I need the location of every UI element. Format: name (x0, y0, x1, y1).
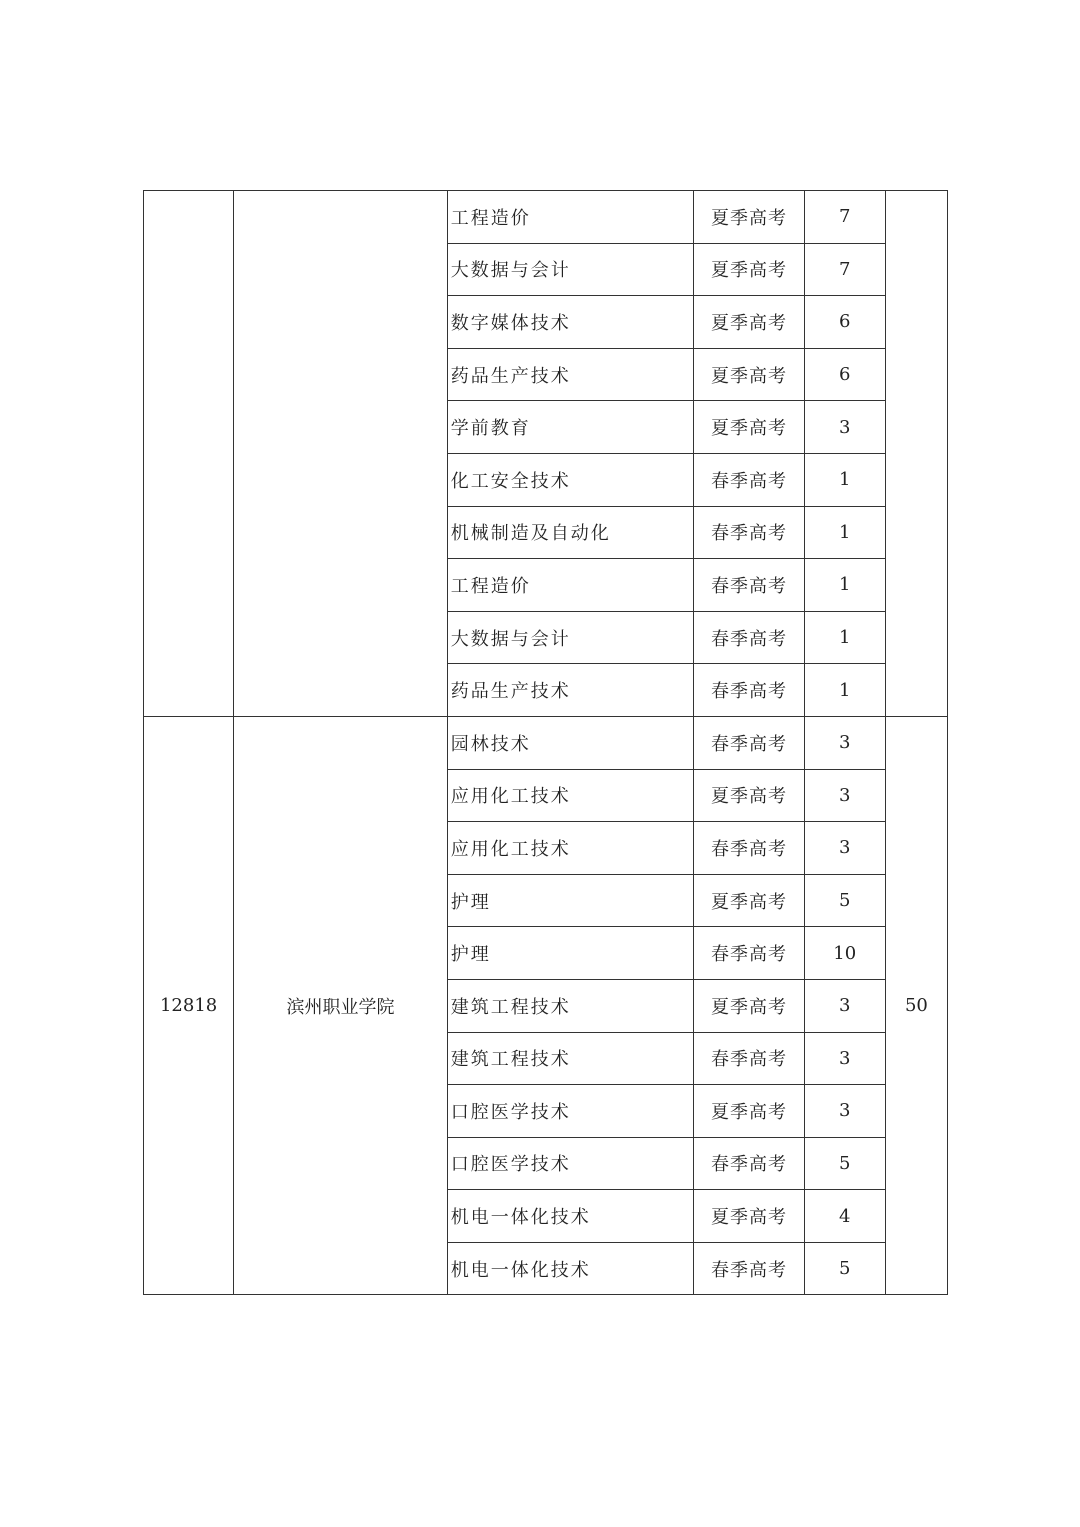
plan-count-cell: 7 (804, 191, 885, 244)
plan-count-cell: 3 (804, 716, 885, 769)
exam-type-cell: 春季高考 (694, 822, 804, 875)
plan-count-cell: 3 (804, 1032, 885, 1085)
major-cell: 数字媒体技术 (447, 296, 694, 349)
major-cell: 应用化工技术 (447, 769, 694, 822)
major-cell: 药品生产技术 (447, 664, 694, 717)
exam-type-cell: 春季高考 (694, 664, 804, 717)
exam-type-cell: 夏季高考 (694, 1190, 804, 1243)
plan-count-cell: 1 (804, 453, 885, 506)
major-cell: 护理 (447, 874, 694, 927)
plan-count-cell: 4 (804, 1190, 885, 1243)
plan-count-cell: 1 (804, 664, 885, 717)
exam-type-cell: 夏季高考 (694, 191, 804, 244)
plan-count-cell: 3 (804, 1085, 885, 1138)
plan-count-cell: 1 (804, 506, 885, 559)
exam-type-cell: 夏季高考 (694, 348, 804, 401)
plan-count-cell: 1 (804, 611, 885, 664)
major-cell: 药品生产技术 (447, 348, 694, 401)
school-code-cell: 12818 (144, 716, 234, 1295)
table-body (144, 191, 948, 1295)
exam-type-cell: 春季高考 (694, 1032, 804, 1085)
major-cell: 机械制造及自动化 (447, 506, 694, 559)
major-cell: 工程造价 (447, 559, 694, 612)
major-cell: 口腔医学技术 (447, 1085, 694, 1138)
plan-count-cell: 6 (804, 348, 885, 401)
major-cell: 建筑工程技术 (447, 979, 694, 1032)
major-cell: 工程造价 (447, 191, 694, 244)
major-cell: 建筑工程技术 (447, 1032, 694, 1085)
major-cell: 护理 (447, 927, 694, 980)
major-cell: 园林技术 (447, 716, 694, 769)
major-cell: 化工安全技术 (447, 453, 694, 506)
table-row (144, 716, 948, 769)
total-count-cell: 50 (885, 716, 947, 1295)
plan-count-cell: 3 (804, 822, 885, 875)
exam-type-cell: 春季高考 (694, 927, 804, 980)
table-row (144, 191, 948, 244)
plan-count-cell: 5 (804, 1242, 885, 1295)
exam-type-cell: 夏季高考 (694, 874, 804, 927)
exam-type-cell: 夏季高考 (694, 401, 804, 454)
exam-type-cell: 春季高考 (694, 453, 804, 506)
exam-type-cell: 春季高考 (694, 716, 804, 769)
plan-count-cell: 1 (804, 559, 885, 612)
exam-type-cell: 夏季高考 (694, 769, 804, 822)
exam-type-cell: 夏季高考 (694, 1085, 804, 1138)
school-code-cell (144, 191, 234, 717)
school-name-cell (234, 191, 448, 717)
enrollment-table (143, 190, 948, 1295)
plan-count-cell: 5 (804, 1137, 885, 1190)
major-cell: 机电一体化技术 (447, 1190, 694, 1243)
major-cell: 应用化工技术 (447, 822, 694, 875)
plan-count-cell: 7 (804, 243, 885, 296)
major-cell: 大数据与会计 (447, 243, 694, 296)
exam-type-cell: 春季高考 (694, 559, 804, 612)
exam-type-cell: 夏季高考 (694, 243, 804, 296)
plan-count-cell: 5 (804, 874, 885, 927)
major-cell: 口腔医学技术 (447, 1137, 694, 1190)
exam-type-cell: 夏季高考 (694, 979, 804, 1032)
exam-type-cell: 春季高考 (694, 506, 804, 559)
school-name-cell: 滨州职业学院 (234, 716, 448, 1295)
major-cell: 学前教育 (447, 401, 694, 454)
exam-type-cell: 春季高考 (694, 611, 804, 664)
plan-count-cell: 3 (804, 401, 885, 454)
major-cell: 大数据与会计 (447, 611, 694, 664)
total-count-cell (885, 191, 947, 717)
major-cell: 机电一体化技术 (447, 1242, 694, 1295)
exam-type-cell: 夏季高考 (694, 296, 804, 349)
plan-count-cell: 6 (804, 296, 885, 349)
exam-type-cell: 春季高考 (694, 1137, 804, 1190)
plan-count-cell: 3 (804, 979, 885, 1032)
plan-count-cell: 3 (804, 769, 885, 822)
plan-count-cell: 10 (804, 927, 885, 980)
exam-type-cell: 春季高考 (694, 1242, 804, 1295)
